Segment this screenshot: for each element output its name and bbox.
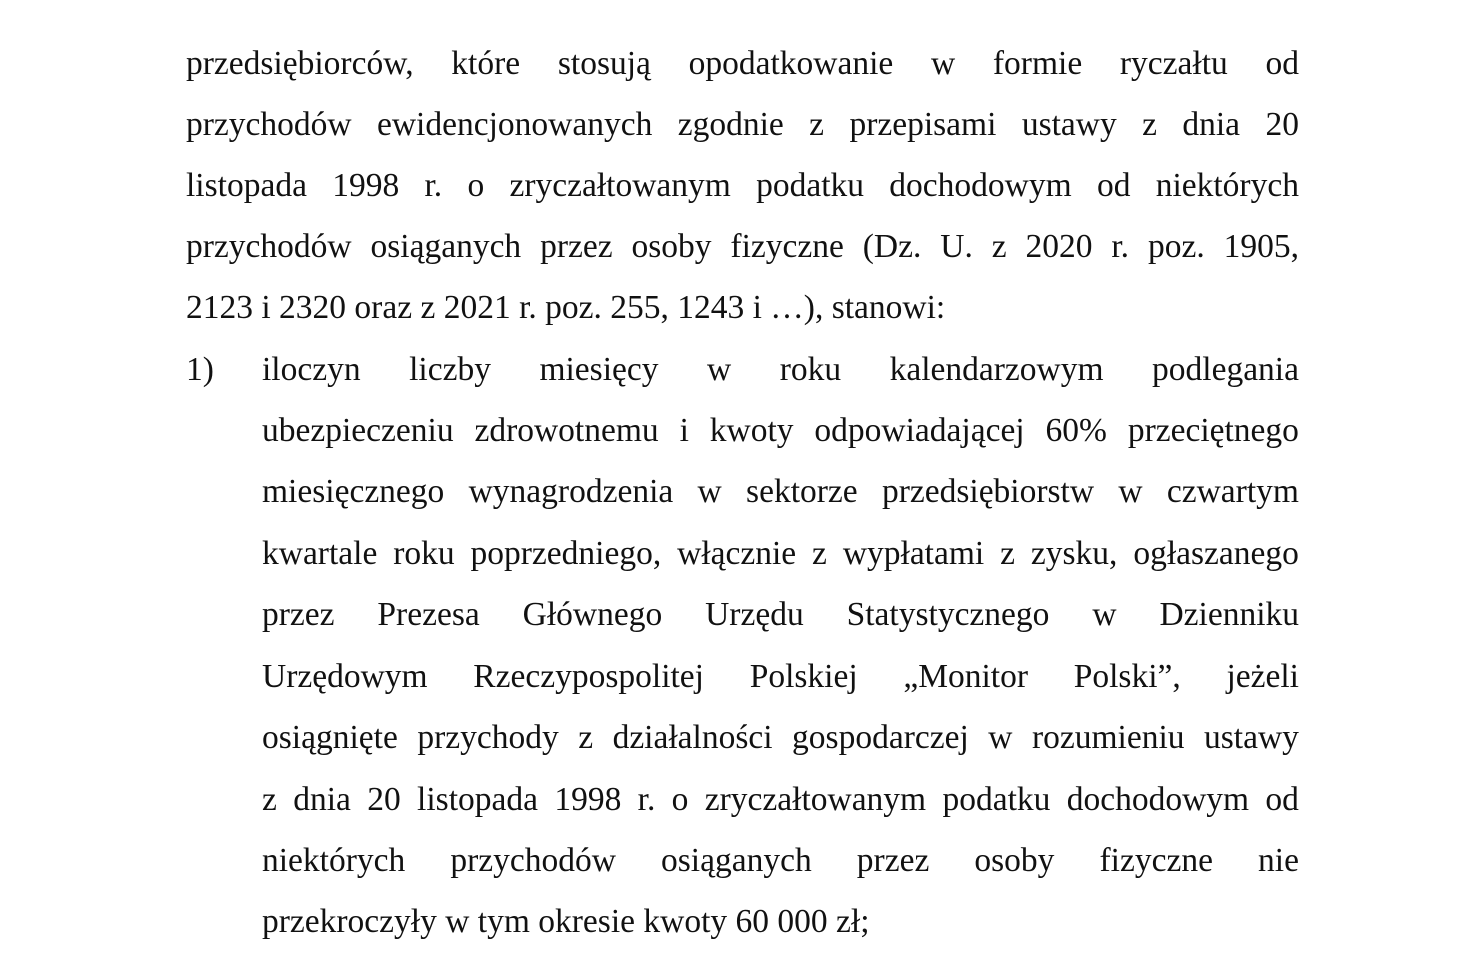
- word: Dzienniku: [1159, 596, 1299, 633]
- list-item-line: [262, 830, 1299, 891]
- word: dochodowym: [1066, 781, 1250, 818]
- word: r.: [637, 781, 656, 818]
- word: osiąganych: [661, 842, 812, 879]
- list-item-line: [262, 707, 1299, 768]
- word: przychodów: [186, 106, 352, 143]
- list-item-line: [262, 400, 1299, 461]
- word: ustawy: [1204, 719, 1299, 756]
- word: (Dz.: [862, 228, 922, 265]
- word: podatku: [942, 781, 1051, 818]
- word: Polski”,: [1073, 658, 1181, 695]
- word: przedsiębiorców,: [186, 45, 414, 82]
- word: fizyczne: [1099, 842, 1213, 879]
- word: z: [578, 719, 594, 756]
- word: fizyczne: [730, 228, 844, 265]
- word: dochodowym: [889, 167, 1072, 204]
- word: dnia: [293, 781, 351, 818]
- word: osiąganych: [370, 228, 522, 265]
- word: stosują: [557, 45, 651, 82]
- word: osoby: [974, 842, 1055, 879]
- word: kalendarzowym: [889, 351, 1104, 388]
- word: osiągnięte: [262, 719, 398, 756]
- word: zryczałtowanym: [509, 167, 731, 204]
- word: r.: [424, 167, 443, 204]
- word: ewidencjonowanych: [376, 106, 653, 143]
- word: 1998: [332, 167, 400, 204]
- word: 20: [1265, 106, 1299, 143]
- word: iloczyn: [262, 351, 361, 388]
- word: dnia: [1182, 106, 1241, 143]
- list-item-number: 1): [186, 351, 214, 388]
- word: przez: [262, 596, 335, 633]
- word: „Monitor: [903, 658, 1029, 695]
- word: przychody: [417, 719, 559, 756]
- word: zdrowotnemu: [474, 412, 659, 449]
- word: zysku,: [1030, 535, 1118, 572]
- word: 2020: [1025, 228, 1093, 265]
- word: ogłaszanego: [1133, 535, 1299, 572]
- word: podatku: [756, 167, 865, 204]
- word: miesięcy: [539, 351, 659, 388]
- word: i: [679, 412, 689, 449]
- word: kwoty: [709, 412, 794, 449]
- word: przeciętnego: [1127, 412, 1299, 449]
- word: kwartale: [262, 535, 378, 572]
- word: od: [1265, 781, 1299, 818]
- intro-line: [186, 216, 1299, 277]
- word: w: [930, 45, 956, 82]
- word: 1998: [554, 781, 622, 818]
- word: od: [1096, 167, 1131, 204]
- word: liczby: [409, 351, 491, 388]
- list-item-line: [262, 339, 1299, 400]
- word: przedsiębiorstw: [881, 473, 1095, 510]
- word: U.: [940, 228, 973, 265]
- word: o: [467, 167, 485, 204]
- list-item-line: [262, 646, 1299, 707]
- word: wynagrodzenia: [468, 473, 674, 510]
- word: 20: [367, 781, 401, 818]
- word: z: [262, 781, 277, 818]
- word: r.: [1111, 228, 1130, 265]
- word: rozumieniu: [1031, 719, 1185, 756]
- word: zgodnie: [677, 106, 784, 143]
- word: czwartym: [1166, 473, 1299, 510]
- intro-line: 2123 i 2320 oraz z 2021 r. poz. 255, 1243 i …), stanowi:: [186, 289, 946, 326]
- word: działalności: [612, 719, 773, 756]
- word: przychodów: [186, 228, 352, 265]
- word: nie: [1258, 842, 1299, 879]
- list-item-line: [262, 769, 1299, 830]
- intro-line: [186, 94, 1299, 155]
- word: Polskiej: [749, 658, 858, 695]
- word: z: [812, 535, 827, 572]
- word: przepisami: [849, 106, 997, 143]
- word: z: [809, 106, 825, 143]
- word: w: [697, 473, 722, 510]
- word: o: [671, 781, 689, 818]
- word: przychodów: [450, 842, 616, 879]
- word: Statystycznego: [846, 596, 1050, 633]
- word: ryczałtu: [1119, 45, 1228, 82]
- word: z: [1142, 106, 1157, 143]
- list-item-line: [262, 461, 1299, 522]
- word: w: [1118, 473, 1143, 510]
- intro-line: [186, 33, 1299, 94]
- word: 1905,: [1223, 228, 1299, 265]
- word: jeżeli: [1226, 658, 1299, 695]
- word: roku: [393, 535, 455, 572]
- word: zryczałtowanym: [704, 781, 927, 818]
- word: niektórych: [1155, 167, 1299, 204]
- word: listopada: [417, 781, 538, 818]
- word: ustawy: [1021, 106, 1117, 143]
- word: formie: [992, 45, 1083, 82]
- word: ubezpieczeniu: [262, 412, 454, 449]
- word: osoby: [631, 228, 712, 265]
- word: w: [988, 719, 1013, 756]
- word: przez: [856, 842, 930, 879]
- word: opodatkowanie: [688, 45, 894, 82]
- list-item-line: [262, 523, 1299, 584]
- word: Urzędu: [705, 596, 804, 633]
- word: podlegania: [1152, 351, 1299, 388]
- word: wypłatami: [842, 535, 985, 572]
- word: 60%: [1045, 412, 1107, 449]
- word: Urzędowym: [262, 658, 428, 695]
- list-item-line: [262, 584, 1299, 645]
- word: niektórych: [262, 842, 406, 879]
- word: listopada: [186, 167, 307, 204]
- word: sektorze: [746, 473, 858, 510]
- word: od: [1265, 45, 1299, 82]
- word: roku: [779, 351, 842, 388]
- word: poprzedniego,: [470, 535, 662, 572]
- word: w: [1092, 596, 1117, 633]
- word: odpowiadającej: [814, 412, 1025, 449]
- word: w: [707, 351, 732, 388]
- word: Prezesa: [377, 596, 480, 633]
- word: z: [1000, 535, 1015, 572]
- list-item-line: przekroczyły w tym okresie kwoty 60 000 zł;: [262, 903, 870, 940]
- word: gospodarczej: [792, 719, 969, 756]
- word: Rzeczypospolitej: [473, 658, 704, 695]
- intro-line: [186, 155, 1299, 216]
- word: Głównego: [522, 596, 663, 633]
- word: przez: [540, 228, 613, 265]
- word: miesięcznego: [262, 473, 445, 510]
- word: które: [451, 45, 521, 82]
- word: poz.: [1147, 228, 1205, 265]
- word: z: [991, 228, 1007, 265]
- word: włącznie: [677, 535, 797, 572]
